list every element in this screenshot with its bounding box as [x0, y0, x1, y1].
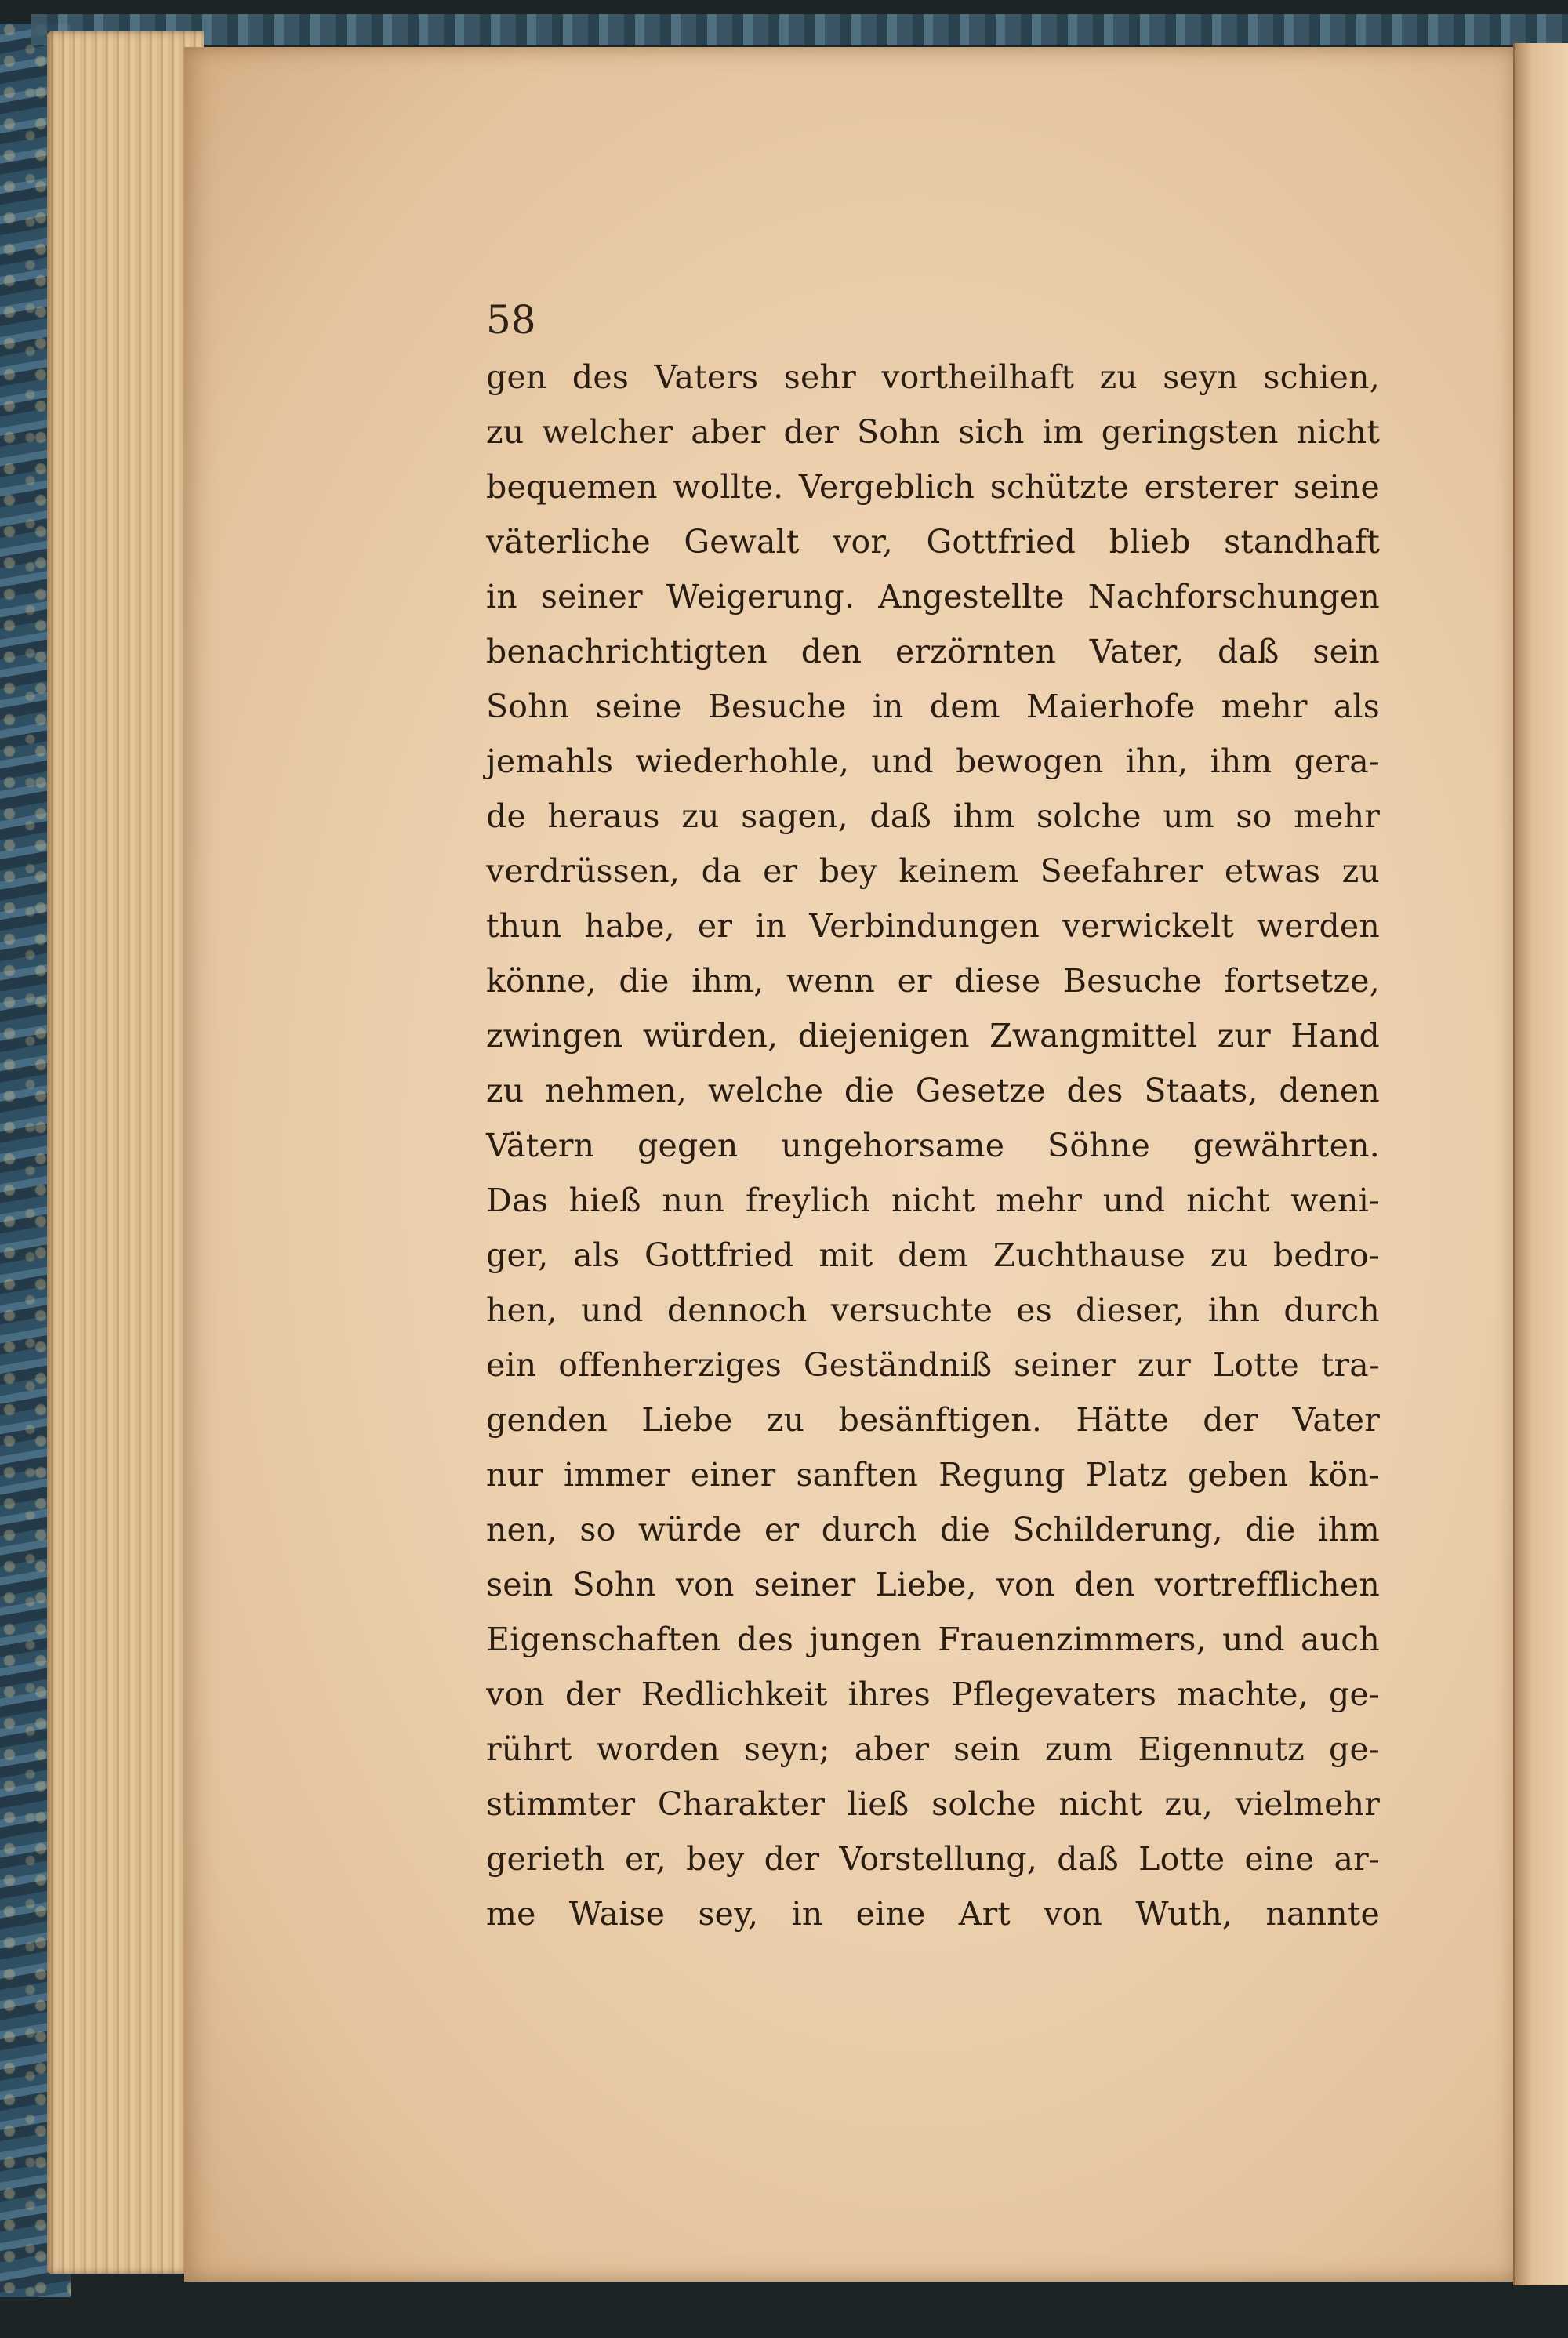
- text-line: von der Redlichkeit ihres Pflegevaters machte, ge-: [486, 1675, 1380, 1713]
- text-line: Vätern gegen ungehorsame Söhne gewährten.: [486, 1127, 1380, 1164]
- text-line: hen, und dennoch versuchte es dieser, ihn durch: [486, 1291, 1380, 1329]
- text-line: benachrichtigten den erzörnten Vater, daß sein: [486, 633, 1380, 670]
- text-line: jemahls wiederhohle, und bewogen ihn, ihm gera-: [486, 742, 1380, 780]
- text-line: thun habe, er in Verbindungen verwickelt werden: [486, 907, 1380, 945]
- text-line: verdrüssen, da er bey keinem Seefahrer etwas zu: [486, 852, 1380, 890]
- text-line: rührt worden seyn; aber sein zum Eigennutz ge-: [486, 1730, 1380, 1768]
- text-line: Sohn seine Besuche in dem Maierhofe mehr als: [486, 688, 1380, 725]
- text-line: ein offenherziges Geständniß seiner zur Lotte tra-: [486, 1346, 1380, 1384]
- text-line: ger, als Gottfried mit dem Zuchthause zu bedro-: [486, 1236, 1380, 1274]
- text-line: me Waise sey, in eine Art von Wuth, nannte: [486, 1895, 1380, 1933]
- text-line: in seiner Weigerung. Angestellte Nachforschungen: [486, 578, 1380, 615]
- text-line: nur immer einer sanften Regung Platz geben kön-: [486, 1456, 1380, 1494]
- text-line: zwingen würden, diejenigen Zwangmittel zur Hand: [486, 1017, 1380, 1055]
- text-line: gen des Vaters sehr vortheilhaft zu seyn schien,: [486, 358, 1380, 396]
- text-line: väterliche Gewalt vor, Gottfried blieb standhaft: [486, 523, 1380, 561]
- text-line: könne, die ihm, wenn er diese Besuche fortsetze,: [486, 962, 1380, 1000]
- text-line: bequemen wollte. Vergeblich schützte ersterer seine: [486, 468, 1380, 506]
- text-line: de heraus zu sagen, daß ihm solche um so mehr: [486, 797, 1380, 835]
- page-text: [486, 298, 1380, 1941]
- facing-page-edge: [1513, 43, 1568, 2285]
- page-number: 58: [486, 297, 536, 343]
- text-line: zu nehmen, welche die Gesetze des Staats, denen: [486, 1072, 1380, 1109]
- text-line: genden Liebe zu besänftigen. Hätte der Vater: [486, 1401, 1380, 1439]
- page-edges: [47, 31, 204, 2274]
- text-line: Eigenschaften des jungen Frauenzimmers, und auch: [486, 1621, 1380, 1658]
- text-line: gerieth er, bey der Vorstellung, daß Lotte eine ar-: [486, 1840, 1380, 1878]
- text-line: zu welcher aber der Sohn sich im geringsten nicht: [486, 413, 1380, 451]
- cover-top-edge: [31, 14, 1568, 45]
- text-line: nen, so würde er durch die Schilderung, die ihm: [486, 1511, 1380, 1548]
- text-line: Das hieß nun freylich nicht mehr und nicht weni-: [486, 1182, 1380, 1219]
- text-line: stimmter Charakter ließ solche nicht zu, vielmehr: [486, 1785, 1380, 1823]
- text-line: sein Sohn von seiner Liebe, von den vortrefflichen: [486, 1566, 1380, 1603]
